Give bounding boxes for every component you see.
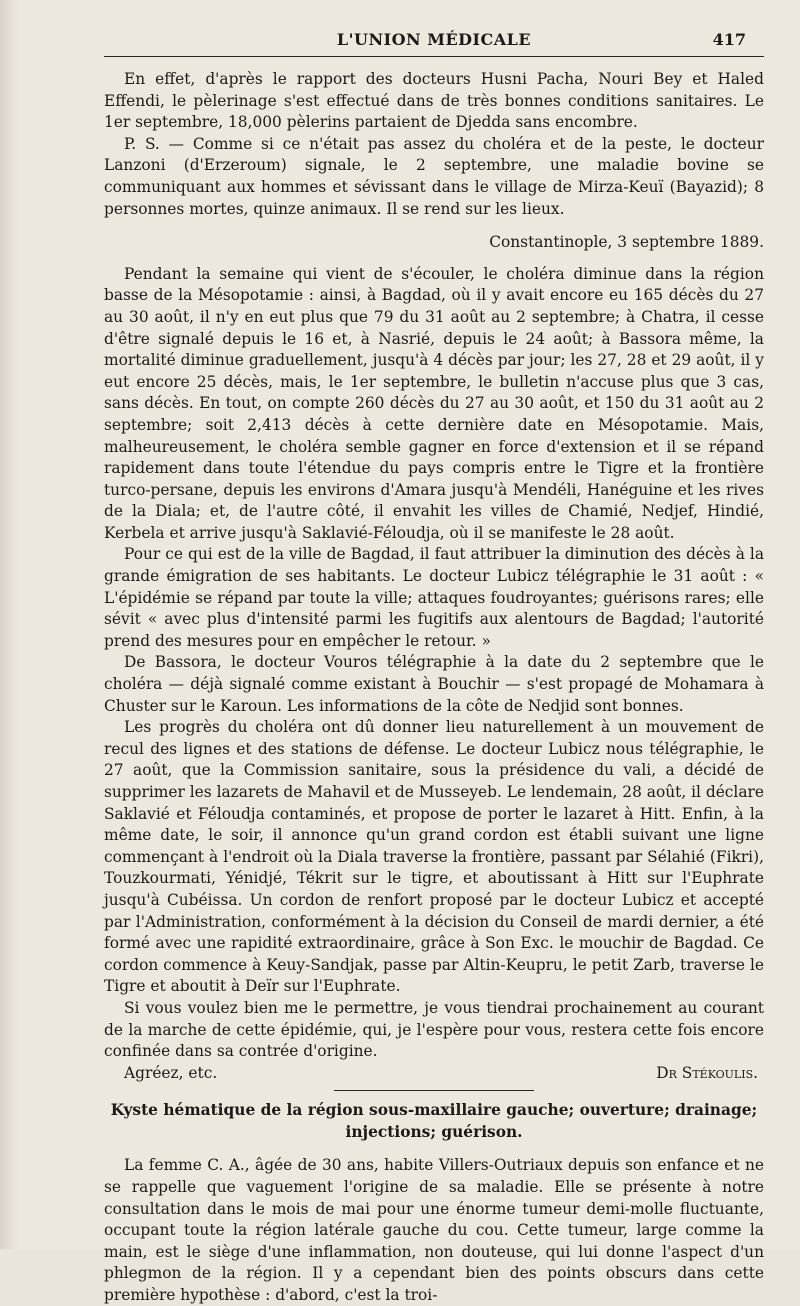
page-number: 417 — [712, 30, 746, 49]
article-body — [104, 1155, 764, 1306]
header-rule — [104, 56, 764, 57]
letter-dateline: Constantinople, 3 septembre 1889. — [489, 233, 764, 252]
article-title: Kyste hématique de la région sous-maxillaire gauche; ouverture; drainage; injections; guérison. — [110, 1101, 758, 1142]
body-text — [104, 69, 764, 1063]
article-paragraph-1: La femme C. A., âgée de 30 ans, habite Villers-Outriaux depuis son enfance et ne se rappelle que vaguement l'origine de sa maladie. Elle se présente à notre consultation dans le mois de mai pour une énorme tumeur demi-molle fluctuante, occupant toute la région latérale gauche du cou. Cette tumeur, large comme la main, est le siège d'une inflammation, non douteuse, qui lui donne l'aspect d'un phlegmon de la région. Il y a cependant bien des points obscurs dans cette première hypothèse : d'abord, c'est la troi- — [104, 1156, 764, 1304]
closing-formula: Agréez, etc. — [124, 1063, 218, 1082]
report-paragraph-2: Pour ce qui est de la ville de Bagdad, il faut attribuer la diminution des décès à la grande émigration de ses habitants. Le docteur Lubicz télégraphie le 31 août : « L'épidémie se répand par toute la ville; attaques foudroyantes; guérisons rares; elle sévit « avec plus d'intensité parmi les fugitifs aux alentours de Bagdad; l'autorité prend des mesures pour en empêcher le retour. » — [104, 545, 764, 650]
letter-postscript: P. S. — Comme si ce n'était pas assez du choléra et de la peste, le docteur Lanzoni (d'Erzeroum) signale, le 2 septembre, une maladie bovine se communiquant aux hommes et sévissant dans le village de Mirza-Keuï (Bayazid); 8 personnes mortes, quinze animaux. Il se rend sur les lieux. — [104, 134, 764, 218]
letter-paragraph-1: En effet, d'après le rapport des docteurs Husni Pacha, Nouri Bey et Haled Effendi, le pèlerinage s'est effectué dans de très bonnes conditions sanitaires. Le 1er septembre, 18,000 pèlerins partaient de Djedda sans encombre. — [104, 70, 764, 132]
signature: Dr Stékoulis. — [656, 1063, 758, 1082]
report-paragraph-5: Si vous voulez bien me le permettre, je vous tiendrai prochainement au courant de la marche de cette épidémie, qui, je l'espère pour vous, restera cette fois encore confinée dans sa contrée d'origine. — [104, 998, 764, 1061]
running-header — [104, 26, 764, 52]
page-gutter — [0, 0, 18, 1249]
section-divider — [334, 1090, 534, 1091]
signature-line — [104, 1063, 764, 1085]
report-paragraph-4: Les progrès du choléra ont dû donner lieu naturellement à un mouvement de recul des lignes et des stations de défense. Le docteur Lubicz nous télégraphie, le 27 août, que la Commission sanitaire, sous la présidence du vali, a décidé de supprimer les lazarets de Mahavil et de Musseyeb. Le lendemain, 28 août, il déclare Saklavié et Féloudja contaminés, et propose de porter le lazaret à Hitt. Enfin, à la même date, le soir, il annonce qu'un grand cordon est établi suivant une ligne commençant à l'endroit où la Diala traverse la frontière, passant par Sélahié (Fikri), Touzkourmati, Yénidjé, Tékrit sur le tigre, et aboutissant à Hitt sur l'Euphrate jusqu'à Cubéissa. Un cordon de renfort proposé par le docteur Lubicz et accepté par l'Administration, conformément à la décision du Conseil de mardi dernier, a été formé avec une rapidité extraordinaire, grâce à Son Exc. le mouchir de Bagdad. Ce cordon commence à Keuy-Sandjak, passe par Altin-Keupru, le petit Zarb, traverse le Tigre et aboutit à Deïr sur l'Euphrate. — [104, 718, 764, 996]
journal-title: L'UNION MÉDICALE — [336, 30, 532, 49]
report-paragraph-3: De Bassora, le docteur Vouros télégraphie à la date du 2 septembre que le choléra — déjà signalé comme existant à Bouchir — s'est propagé de Mohamara à Chuster sur le Karoun. Les informations de la côte de Nedjid sont bonnes. — [104, 653, 764, 715]
report-paragraph-1: Pendant la semaine qui vient de s'écouler, le choléra diminue dans la région basse de la Mésopotamie : ainsi, à Bagdad, où il y avait encore eu 165 décès du 27 au 30 août, il n'y en eut plus que 79 du 31 août au 2 septembre; à Chatra, il cesse d'être signalé depuis le 16 et, à Nasrié, depuis le 24 août; à Bassora même, la mortalité diminue graduellement, jusqu'à 4 décès par jour; les 27, 28 et 29 août, il y eut encore 25 décès, mais, le 1er septembre, le bulletin n'accuse plus que 3 cas, sans décès. En tout, on compte 260 décès du 27 au 30 août, et 150 du 31 août au 2 septembre; soit 2,413 décès à cette dernière date en Mésopotamie. Mais, malheureusement, le choléra semble gagner en force d'extension et il se répand rapidement dans toute l'étendue du pays compris entre le Tigre et la frontière turco-persane, depuis les environs d'Amara jusqu'à Mendéli, Hanéguine et les rives de la Diala; et, de l'autre côté, il envahit les villes de Chamié, Nedjef, Hindié, Kerbela et arrive jusqu'à Saklavié-Féloudja, où il se manifeste le 28 août. — [104, 264, 764, 542]
